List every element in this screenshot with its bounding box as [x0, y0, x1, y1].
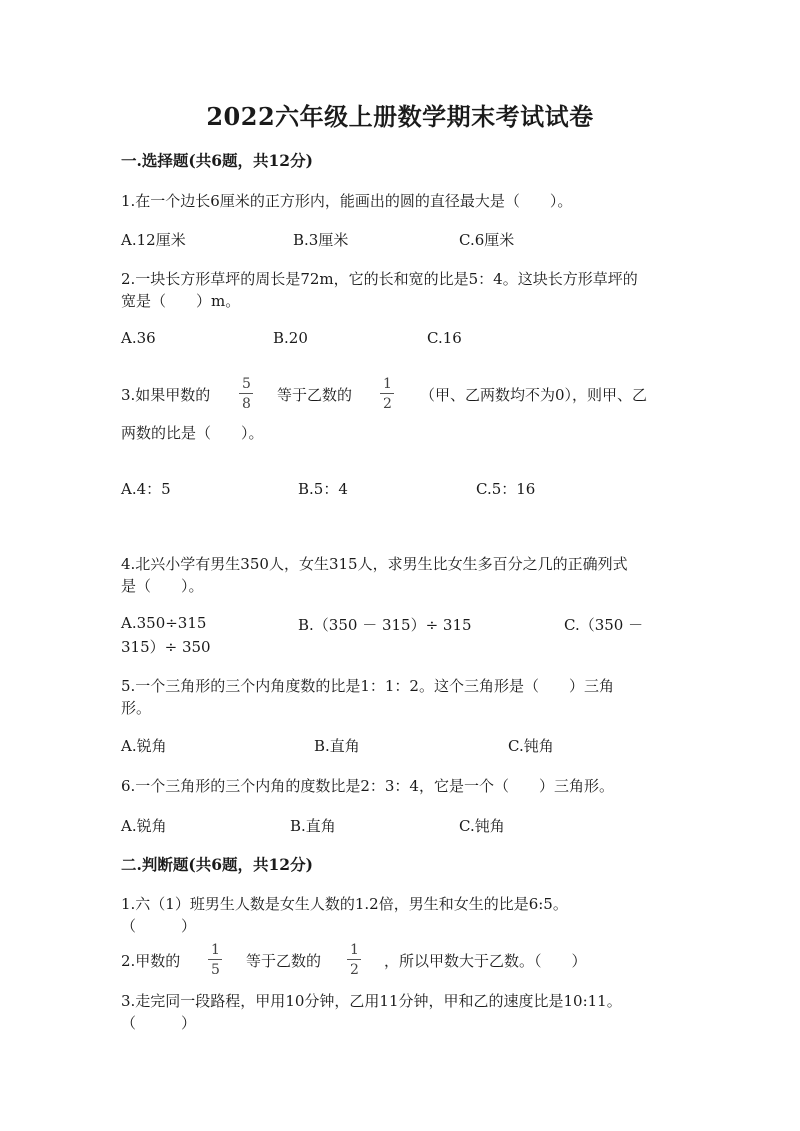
section-heading-judgement: 二.判断题(共6题，共12分)	[121, 855, 313, 874]
fraction-one-half	[347, 943, 362, 977]
section-heading-choice: 一.选择题(共6题，共12分)	[121, 151, 313, 170]
fraction-numerator: 1	[211, 942, 220, 958]
question-3-text-part2: 等于乙数的	[277, 386, 353, 404]
question-2-option-b: B.20	[273, 329, 308, 347]
question-6-option-a: A.锐角	[121, 817, 167, 835]
fraction-one-half	[380, 377, 395, 411]
fraction-denominator: 2	[350, 962, 359, 978]
fraction-numerator: 5	[242, 376, 251, 392]
question-3-text-part3: （甲、乙两数均不为0），则甲、乙	[420, 386, 648, 404]
fraction-denominator: 5	[211, 962, 220, 978]
question-5-option-b: B.直角	[314, 737, 360, 755]
question-4-option-b: B.（350 － 315）÷ 315	[298, 616, 472, 634]
question-5-option-c: C.钝角	[508, 737, 554, 755]
judgement-3-text-line1: 3.走完同一段路程，甲用10分钟，乙用11分钟，甲和乙的速度比是10:11。	[121, 992, 622, 1010]
judgement-3-answer-blank: （ ）	[121, 1014, 197, 1032]
question-4-option-a: A.350÷315	[121, 614, 207, 632]
question-4-text-line1: 4.北兴小学有男生350人，女生315人，求男生比女生多百分之几的正确列式	[121, 555, 628, 573]
question-3-option-a: A.4：5	[121, 480, 171, 498]
question-4-option-c-continued: 315）÷ 350	[121, 638, 211, 656]
question-4-text-line2: 是（ ）。	[121, 577, 204, 595]
question-6-text: 6.一个三角形的三个内角的度数比是2：3：4，它是一个（ ）三角形。	[121, 777, 614, 795]
question-1-option-b: B.3厘米	[293, 231, 349, 249]
page-title: 2022六年级上册数学期末考试试卷	[206, 102, 594, 131]
judgement-2-text-part1: 2.甲数的	[121, 952, 181, 970]
fraction-one-fifth	[208, 943, 223, 977]
fraction-five-eighths	[239, 377, 254, 411]
question-6-option-b: B.直角	[290, 817, 336, 835]
judgement-2-text-part3: ，所以甲数大于乙数。（ ）	[384, 952, 587, 970]
question-2-option-c: C.16	[427, 329, 462, 347]
question-1-option-c: C.6厘米	[459, 231, 515, 249]
question-6-option-c: C.钝角	[459, 817, 505, 835]
fraction-numerator: 1	[350, 942, 359, 958]
question-5-text-line2: 形。	[121, 699, 152, 717]
judgement-1-text-line1: 1.六（1）班男生人数是女生人数的1.2倍，男生和女生的比是6:5。	[121, 895, 568, 913]
question-3-text-line2: 两数的比是（ ）。	[121, 424, 264, 442]
question-2-text-line1: 2.一块长方形草坪的周长是72m，它的长和宽的比是5：4。这块长方形草坪的	[121, 270, 638, 288]
question-5-text-line1: 5.一个三角形的三个内角度数的比是1：1：2。这个三角形是（ ）三角	[121, 677, 614, 695]
fraction-denominator: 8	[242, 396, 251, 412]
question-3-option-b: B.5：4	[298, 480, 348, 498]
question-1-option-a: A.12厘米	[121, 231, 186, 249]
question-4-option-c: C.（350 －	[564, 616, 644, 634]
question-1-text: 1.在一个边长6厘米的正方形内，能画出的圆的直径最大是（ ）。	[121, 192, 573, 210]
question-3-text-part1: 3.如果甲数的	[121, 386, 211, 404]
judgement-2-text-part2: 等于乙数的	[246, 952, 322, 970]
question-3-option-c: C.5：16	[476, 480, 536, 498]
fraction-numerator: 1	[383, 376, 392, 392]
question-5-option-a: A.锐角	[121, 737, 167, 755]
fraction-denominator: 2	[383, 396, 392, 412]
question-2-text-line2: 宽是（ ）m。	[121, 292, 241, 310]
judgement-1-answer-blank: （ ）	[121, 917, 197, 935]
question-2-option-a: A.36	[121, 329, 156, 347]
